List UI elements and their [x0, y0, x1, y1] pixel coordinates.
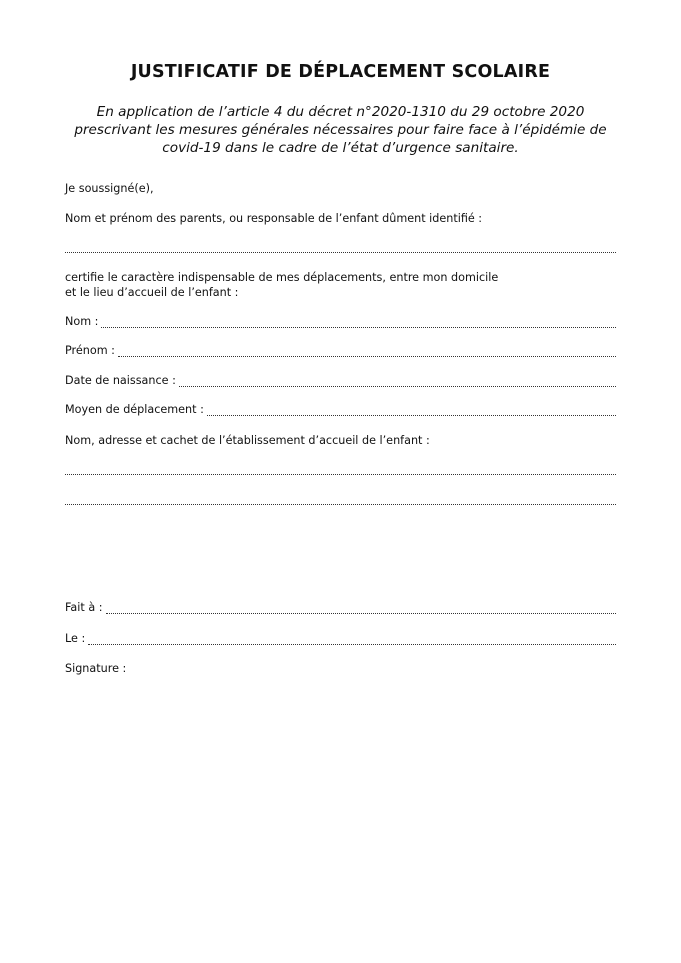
- etablissement-line-1[interactable]: [65, 474, 616, 475]
- nom-input-line[interactable]: [101, 317, 616, 328]
- moyen-deplacement-label: Moyen de déplacement :: [65, 403, 204, 416]
- prenom-field[interactable]: [65, 343, 616, 358]
- date-naissance-field[interactable]: [65, 373, 616, 388]
- certify-line-2: et le lieu d’accueil de l’enfant :: [65, 286, 239, 299]
- parent-label: Nom et prénom des parents, ou responsable de l’enfant dûment identifié :: [65, 212, 483, 225]
- date-naissance-input-line[interactable]: [179, 376, 616, 387]
- le-field[interactable]: [65, 631, 616, 646]
- nom-label: Nom :: [65, 315, 99, 328]
- moyen-deplacement-field[interactable]: [65, 402, 616, 417]
- intro-text: Je soussigné(e),: [65, 182, 154, 195]
- le-label: Le :: [65, 632, 86, 645]
- le-input-line[interactable]: [88, 634, 616, 645]
- nom-field[interactable]: [65, 314, 616, 329]
- document-subtitle: En application de l’article 4 du décret n°2020-1310 du 29 octobre 2020 prescrivant les mesures générales nécessaires pour faire face à l’épidémie de covid-19 dans le cadre de l’état d’urgence sanitaire.: [74, 104, 607, 156]
- prenom-input-line[interactable]: [118, 346, 616, 357]
- moyen-deplacement-input-line[interactable]: [207, 405, 616, 416]
- signature-label: Signature :: [65, 662, 127, 675]
- fait-a-input-line[interactable]: [106, 603, 617, 614]
- fait-a-field[interactable]: [65, 600, 616, 615]
- date-naissance-label: Date de naissance :: [65, 374, 176, 387]
- etablissement-label: Nom, adresse et cachet de l’établissement d’accueil de l’enfant :: [65, 434, 430, 447]
- parent-name-line[interactable]: [65, 252, 616, 253]
- fait-a-label: Fait à :: [65, 601, 103, 614]
- prenom-label: Prénom :: [65, 344, 115, 357]
- etablissement-line-2[interactable]: [65, 504, 616, 505]
- document-title: JUSTIFICATIF DE DÉPLACEMENT SCOLAIRE: [130, 62, 551, 82]
- certify-line-1: certifie le caractère indispensable de mes déplacements, entre mon domicile: [65, 271, 499, 284]
